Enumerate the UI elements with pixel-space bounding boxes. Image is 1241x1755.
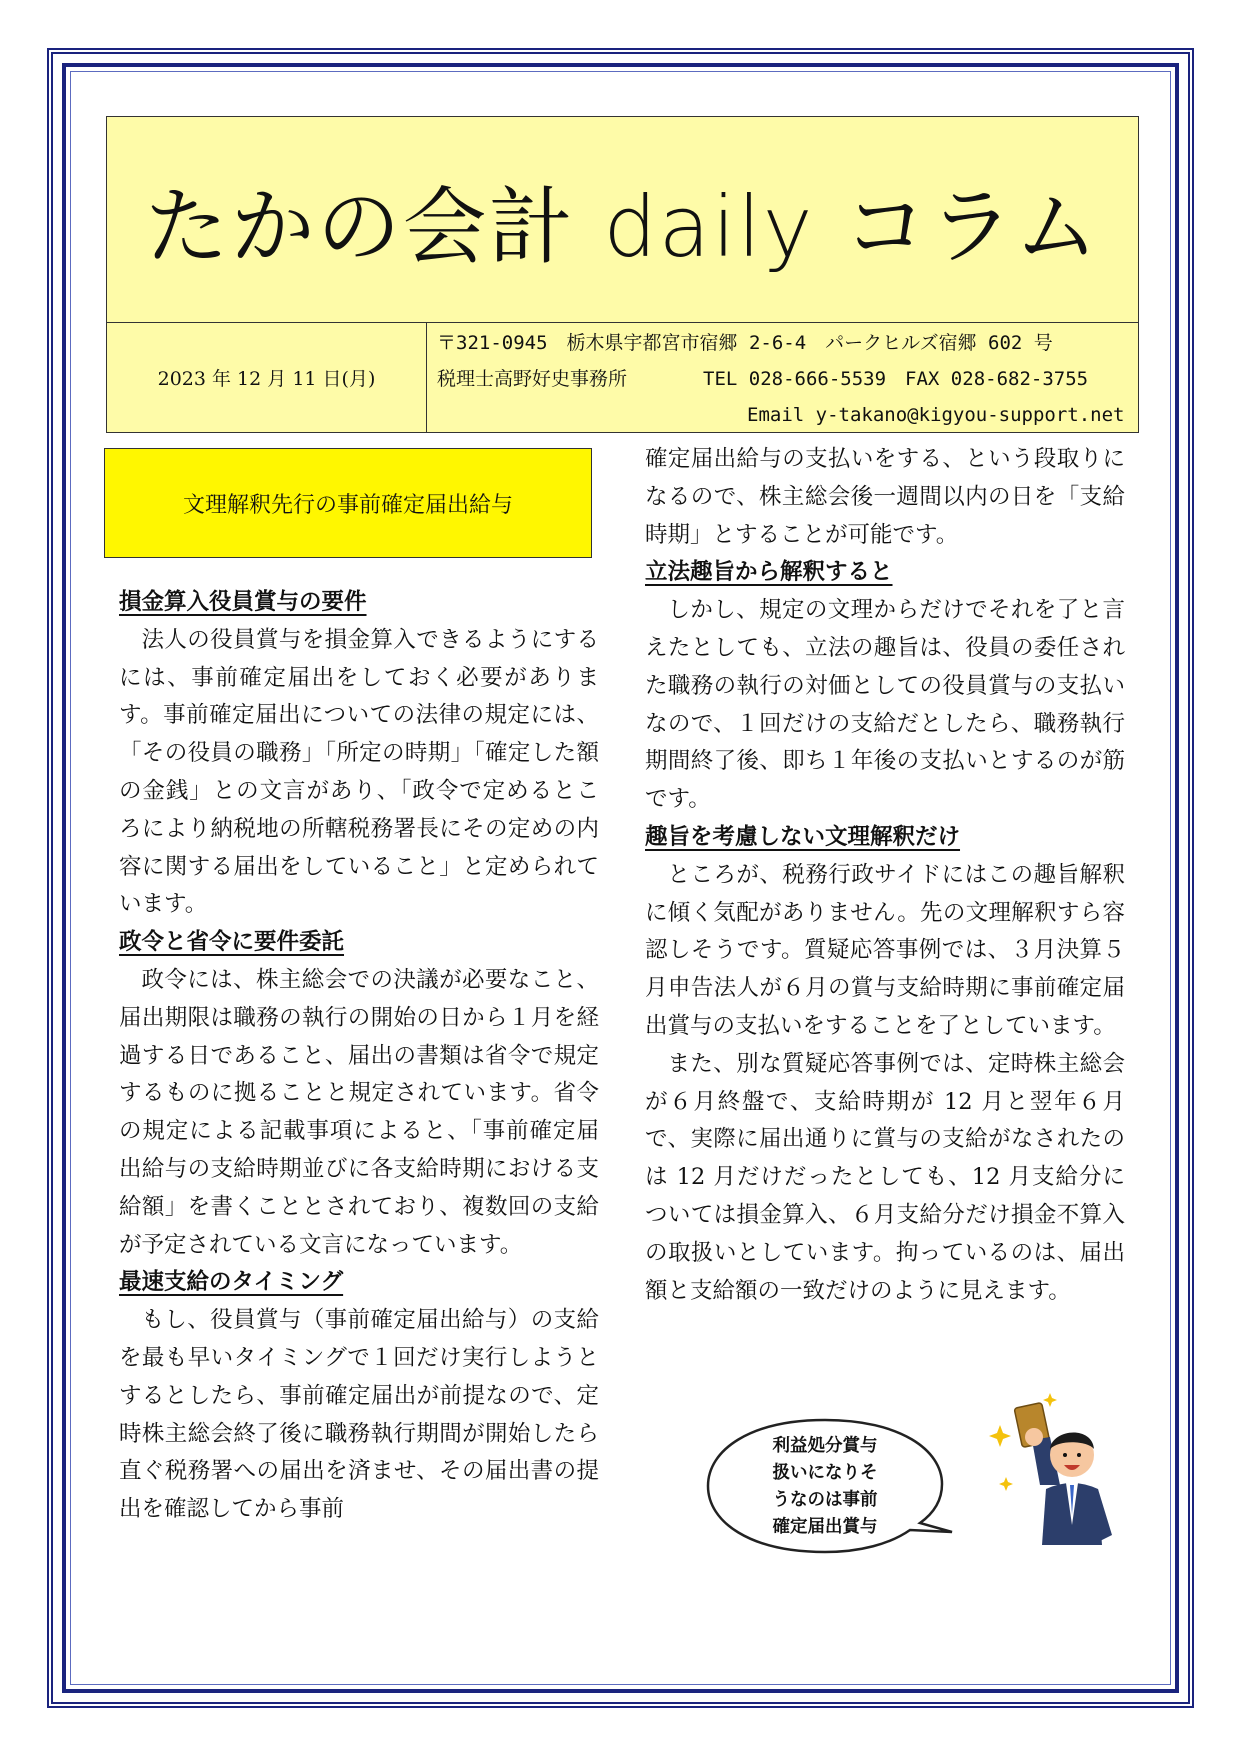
right-column: [645, 441, 1125, 1310]
paragraph: 確定届出給与の支払いをする、という段取りになるので、株主総会後一週間以内の日を「支給時期」とすることが可能です。: [645, 446, 1125, 548]
speech-bubble-text: [730, 1433, 920, 1541]
office-line: [437, 361, 1137, 397]
masthead: [106, 116, 1139, 433]
address: 〒321-0945 栃木県宇都宮市宿郷 2-6-4 パークヒルズ宿郷 602 号: [437, 332, 1053, 354]
paragraph: もし、役員賞与（事前確定届出給与）の支給を最も早いタイミングで１回だけ実行しようとするとしたら、事前確定届出が前提なので、定時株主総会終了後に職務執行期間が開始したら直ぐ税務署への届出を済ませ、その届出書の提出を確認してから事前: [119, 1307, 599, 1523]
contact-block: [437, 325, 1137, 433]
topic-heading: 文理解釈先行の事前確定届出給与: [104, 448, 592, 558]
issue-date: 2023 年 12 月 11 日(月): [157, 367, 376, 390]
paragraph: 法人の役員賞与を損金算入できるようにするには、事前確定届出をしておく必要があります。事前確定届出についての法律の規定には、「その役員の職務」「所定の時期」「確定した額の金銭」との文言があり、「政令で定めるところにより納税地の所轄税務署長にその定めの内容に関する届出をしていること」と定められています。: [119, 626, 599, 918]
paragraph: また、別な質疑応答事例では、定時株主総会が６月終盤で、支給時期が 12 月と翌年６月で、実際に届出通りに賞与の支給がなされたのは 12 月だけだったとしても、12 月支給分については損金算入、６月支給分だけ損金不算入の取扱いとしています。拘っているのは、届出額と支給額の一致だけのように見えます。: [645, 1050, 1125, 1304]
paragraph: しかし、規定の文理からだけでそれを了と言えたとしても、立法の趣旨は、役員の委任された職務の執行の対価としての役員賞与の支払いなので、１回だけの支給だとしたら、職務執行期間終了後、即ち１年後の支払いとするのが筋です。: [645, 597, 1125, 813]
email[interactable]: Email y-takano@kigyou-support.net: [747, 404, 1125, 426]
section-heading: 損金算入役員賞与の要件: [119, 589, 367, 615]
left-column: [119, 584, 599, 1529]
tel-fax: TEL 028-666-5539 FAX 028-682-3755: [703, 368, 1089, 390]
paragraph: ところが、税務行政サイドにはこの趣旨解釈に傾く気配がありません。先の文理解釈すら容認しそうです。質疑応答事例では、３月決算５月申告法人が６月の賞与支給時期に事前確定届出賞与の支払いをすることを了としています。: [645, 861, 1125, 1039]
bubble-line: 確定届出賞与: [772, 1517, 878, 1537]
bubble-line: 利益処分賞与: [772, 1436, 878, 1456]
paragraph: 政令には、株主総会での決議が必要なこと、届出期限は職務の執行の開始の日から１月を経過する日であること、届出の書類は省令で規定するものに拠ることと規定されています。省令の規定による記載事項によると、「事前確定届出給与の支給時期並びに各支給時期における支給額」を書くこととされており、複数回の支給が予定されている文言になっています。: [119, 966, 599, 1258]
bubble-line: うなのは事前: [772, 1490, 878, 1510]
section-heading: 趣旨を考慮しない文理解釈だけ: [645, 823, 961, 850]
masthead-vertical-divider: [426, 322, 427, 432]
masthead-title: たかの会計 daily コラム: [144, 177, 1101, 276]
section-heading: 政令と省令に要件委託: [119, 929, 345, 956]
section-heading: 最速支給のタイミング: [119, 1269, 344, 1296]
bubble-line: 扱いになりそ: [772, 1463, 878, 1483]
office-name: 税理士高野好史事務所: [437, 368, 628, 390]
section-heading: 立法趣旨から解釈すると: [645, 559, 893, 586]
businessman-holding-bonus-envelope-illustration: [980, 1385, 1120, 1550]
